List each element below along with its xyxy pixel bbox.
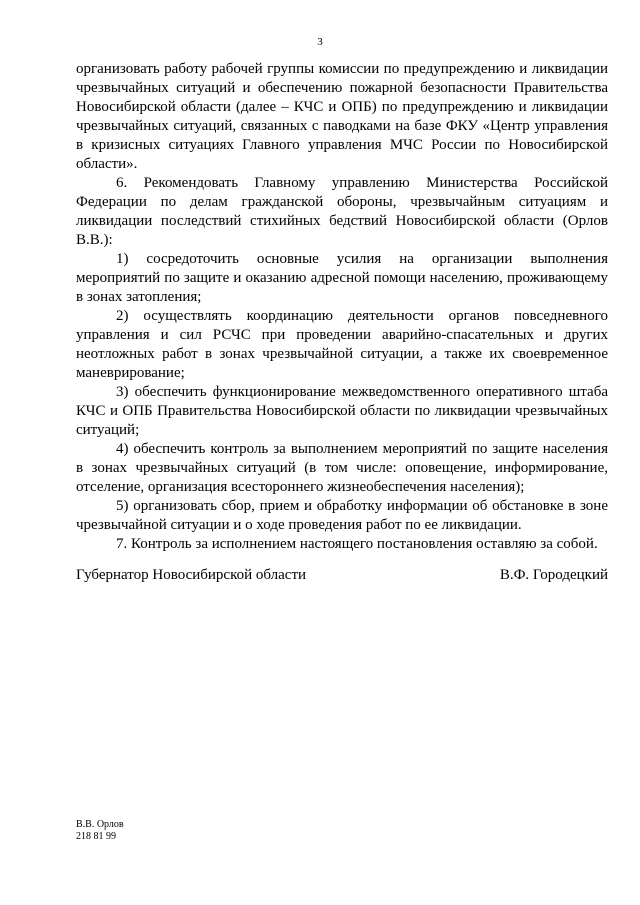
executor-name: В.В. Орлов	[76, 819, 124, 830]
paragraph-subitem-2: 2) осуществлять координацию деятельности органов повседневного управления и сил РСЧС при проведении аварийно-спасательных и других неотложных работ в зонах чрезвычайной ситуации, а также их своевременное маневрирование;	[76, 308, 608, 381]
signatory-position: Губернатор Новосибирской области	[76, 567, 307, 583]
paragraph-continuation: организовать работу рабочей группы комиссии по предупреждению и ликвидации чрезвычайных ситуаций и обеспечению пожарной безопасности Правительства Новосибирской области (далее – КЧС и ОПБ) по предупреждению и ликвидации чрезвычайных ситуаций, связанных с паводками на базе ФКУ «Центр управления в кризисных ситуациях Главного управления МЧС России по Новосибирской области».	[76, 61, 608, 172]
paragraph-subitem-1: 1) сосредоточить основные усилия на организации выполнения мероприятий по защите и оказанию адресной помощи населению, проживающему в зонах затопления;	[76, 251, 608, 305]
signature-block	[76, 566, 608, 585]
paragraph-item-6: 6. Рекомендовать Главному управлению Министерства Российской Федерации по делам гражданской обороны, чрезвычайным ситуациям и ликвидации последствий стихийных бедствий Новосибирской области (Орлов В.В.):	[76, 175, 608, 248]
paragraph-item-7: 7. Контроль за исполнением настоящего постановления оставляю за собой.	[116, 536, 598, 552]
paragraph-subitem-3: 3) обеспечить функционирование межведомственного оперативного штаба КЧС и ОПБ Правительства Новосибирской области по ликвидации чрезвычайных ситуаций;	[76, 384, 608, 438]
document-body	[76, 60, 608, 554]
signatory-name: В.Ф. Городецкий	[499, 567, 608, 583]
page-number: 3	[317, 36, 323, 48]
paragraph-subitem-5: 5) организовать сбор, прием и обработку информации об обстановке в зоне чрезвычайной ситуации и о ходе проведения работ по ее ликвидации.	[76, 498, 608, 533]
paragraph-subitem-4: 4) обеспечить контроль за выполнением мероприятий по защите населения в зонах чрезвычайных ситуаций (в том числе: оповещение, информирование, отселение, организация всестороннего жизнеобеспечения населения);	[76, 441, 608, 495]
executor-phone: 218 81 99	[76, 831, 116, 842]
executor-info	[76, 819, 124, 843]
